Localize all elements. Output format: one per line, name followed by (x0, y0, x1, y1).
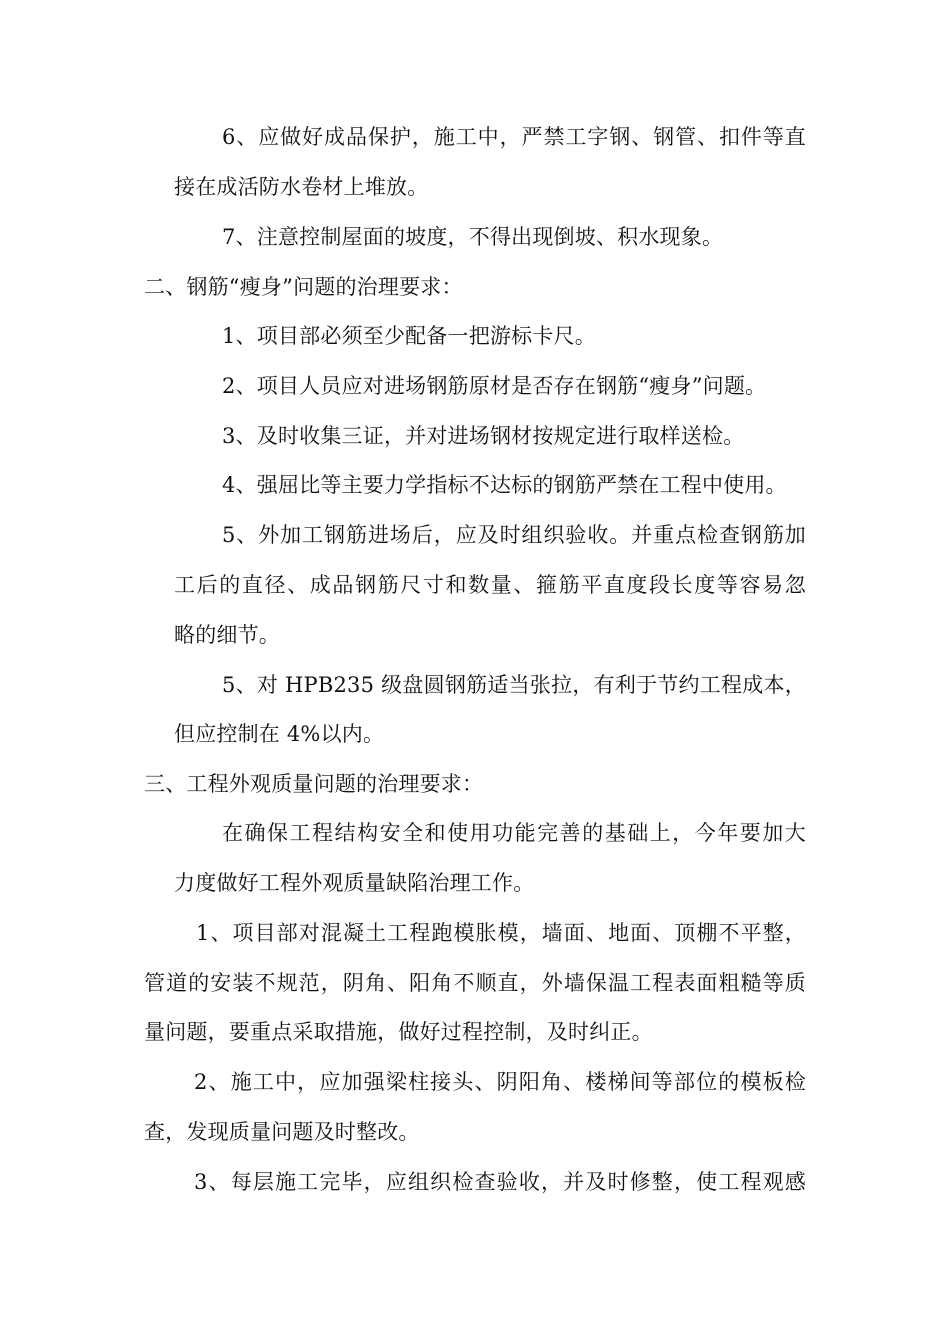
text-line: 7、注意控制屋面的坡度，不得出现倒坡、积水现象。 (222, 225, 724, 249)
text-line: 4、强屈比等主要力学指标不达标的钢筋严禁在工程中使用。 (222, 473, 787, 497)
text-line: 3、每层施工完毕，应组织检查验收，并及时修整，使工程观感 (194, 1170, 806, 1194)
text-line: 1、项目部必须至少配备一把游标卡尺。 (222, 324, 596, 348)
text-line: 5、外加工钢筋进场后，应及时组织验收。并重点检查钢筋加 (222, 523, 806, 547)
section-heading: 三、工程外观质量问题的治理要求： (144, 772, 484, 796)
text-line: 力度做好工程外观质量缺陷治理工作。 (174, 871, 535, 895)
text-line: 在确保工程结构安全和使用功能完善的基础上，今年要加大 (222, 821, 806, 845)
text-line: 管道的安装不规范，阴角、阳角不顺直，外墙保温工程表面粗糙等质 (144, 971, 806, 995)
text-line: 2、施工中，应加强梁柱接头、阴阳角、楼梯间等部位的模板检 (194, 1070, 806, 1094)
text-line: 量问题，要重点采取措施，做好过程控制，及时纠正。 (144, 1020, 653, 1044)
text-line: 工后的直径、成品钢筋尺寸和数量、箍筋平直度段长度等容易忽 (174, 573, 806, 597)
text-line: 但应控制在 4%以内。 (174, 722, 385, 746)
text-line: 接在成活防水卷材上堆放。 (174, 175, 429, 199)
text-line: 3、及时收集三证，并对进场钢材按规定进行取样送检。 (222, 424, 745, 448)
text-line: 5、对 HPB235 级盘圆钢筋适当张拉，有利于节约工程成本， (222, 673, 806, 697)
text-line: 2、项目人员应对进场钢筋原材是否存在钢筋“瘦身”问题。 (222, 374, 767, 398)
section-heading: 二、钢筋“瘦身”问题的治理要求： (144, 275, 463, 299)
text-line: 略的细节。 (174, 623, 280, 647)
text-line: 查，发现质量问题及时整改。 (144, 1120, 420, 1144)
text-line: 1、项目部对混凝土工程跑模胀模，墙面、地面、顶棚不平整， (196, 921, 806, 945)
text-line: 6、应做好成品保护，施工中，严禁工字钢、钢管、扣件等直 (222, 125, 806, 149)
